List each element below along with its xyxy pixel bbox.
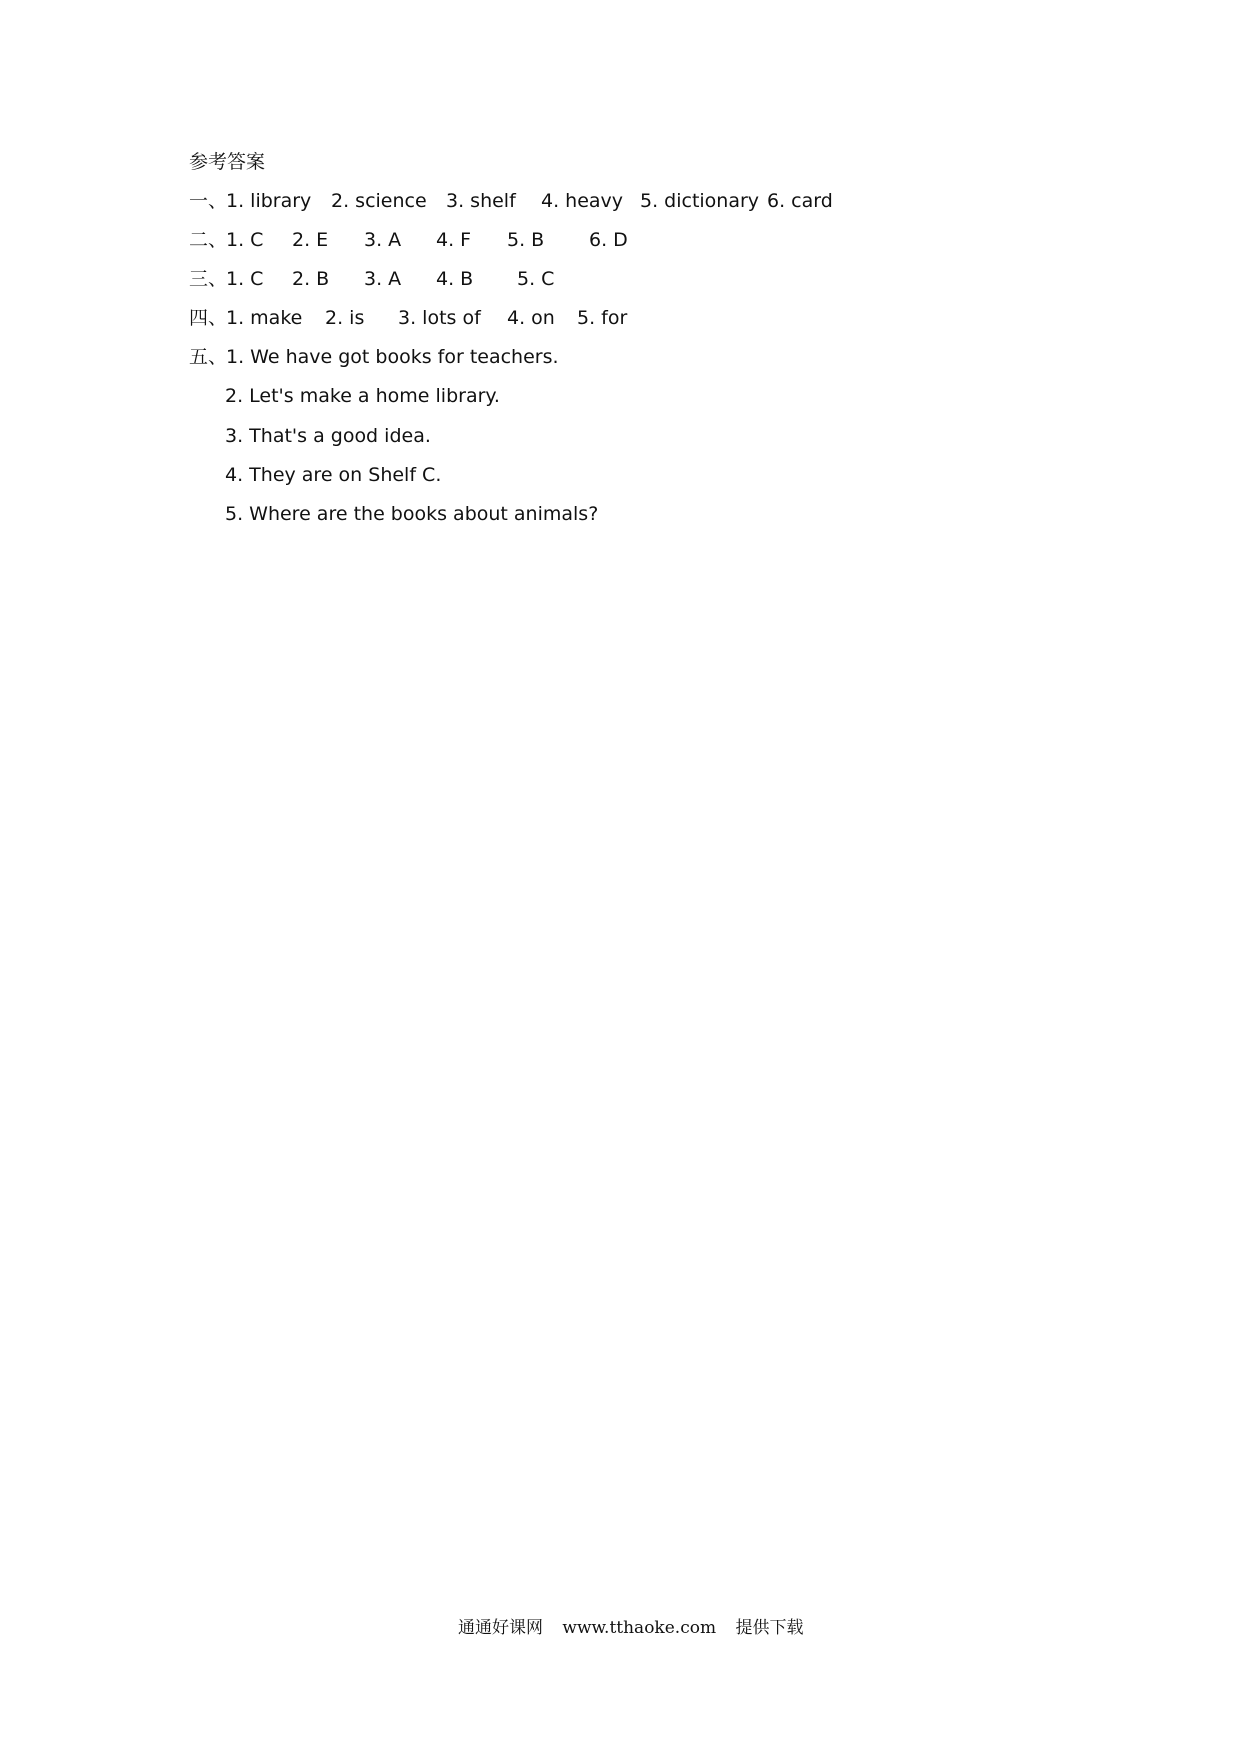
section-5-numeral: 五、 bbox=[189, 346, 228, 368]
answer-item: 3. A bbox=[364, 268, 402, 290]
section-4-numeral: 四、 bbox=[189, 307, 228, 329]
section-1-numeral: 一、 bbox=[189, 190, 228, 212]
page-title: 参考答案 bbox=[189, 151, 266, 173]
answer-item: 1. C bbox=[226, 229, 264, 251]
answer-item: 5. C bbox=[517, 268, 555, 290]
answer-item: 4. B bbox=[436, 268, 474, 290]
answer-item: 2. is bbox=[325, 307, 365, 329]
answer-item: 1. make bbox=[226, 307, 303, 329]
answer-item: 3. lots of bbox=[398, 307, 481, 329]
section-5-answers bbox=[189, 343, 1089, 371]
section-1-answers bbox=[189, 187, 1089, 215]
footer-action: 提供下载 bbox=[735, 1618, 804, 1638]
section-2-answers bbox=[189, 226, 1089, 254]
answer-sentence: 5. Where are the books about animals? bbox=[225, 503, 599, 525]
answer-item: 6. card bbox=[767, 190, 833, 212]
answer-item: 1. library bbox=[226, 190, 312, 212]
answer-item: 2. science bbox=[331, 190, 427, 212]
footer-site-name: 通通好课网 bbox=[458, 1618, 543, 1638]
answer-item: 3. A bbox=[364, 229, 402, 251]
answer-sentence: 3. That's a good idea. bbox=[225, 425, 431, 447]
answer-item: 5. dictionary bbox=[640, 190, 760, 212]
answer-item: 5. for bbox=[577, 307, 628, 329]
section-4-answers bbox=[189, 304, 1089, 332]
answer-item: 4. heavy bbox=[541, 190, 624, 212]
answer-item: 3. shelf bbox=[446, 190, 516, 212]
answer-item: 2. B bbox=[292, 268, 330, 290]
section-3-answers bbox=[189, 265, 1089, 293]
answer-sentence: 1. We have got books for teachers. bbox=[226, 346, 559, 368]
answer-item: 6. D bbox=[589, 229, 628, 251]
footer-url: www.tthaoke.com bbox=[562, 1618, 717, 1638]
answer-item: 5. B bbox=[507, 229, 545, 251]
answer-sentence: 2. Let's make a home library. bbox=[225, 385, 500, 407]
section-3-numeral: 三、 bbox=[189, 268, 228, 290]
page-footer bbox=[458, 1616, 803, 1640]
answer-item: 4. on bbox=[507, 307, 555, 329]
answer-item: 4. F bbox=[436, 229, 472, 251]
section-2-numeral: 二、 bbox=[189, 229, 228, 251]
answer-item: 2. E bbox=[292, 229, 329, 251]
answer-item: 1. C bbox=[226, 268, 264, 290]
answer-sentence: 4. They are on Shelf C. bbox=[225, 464, 442, 486]
